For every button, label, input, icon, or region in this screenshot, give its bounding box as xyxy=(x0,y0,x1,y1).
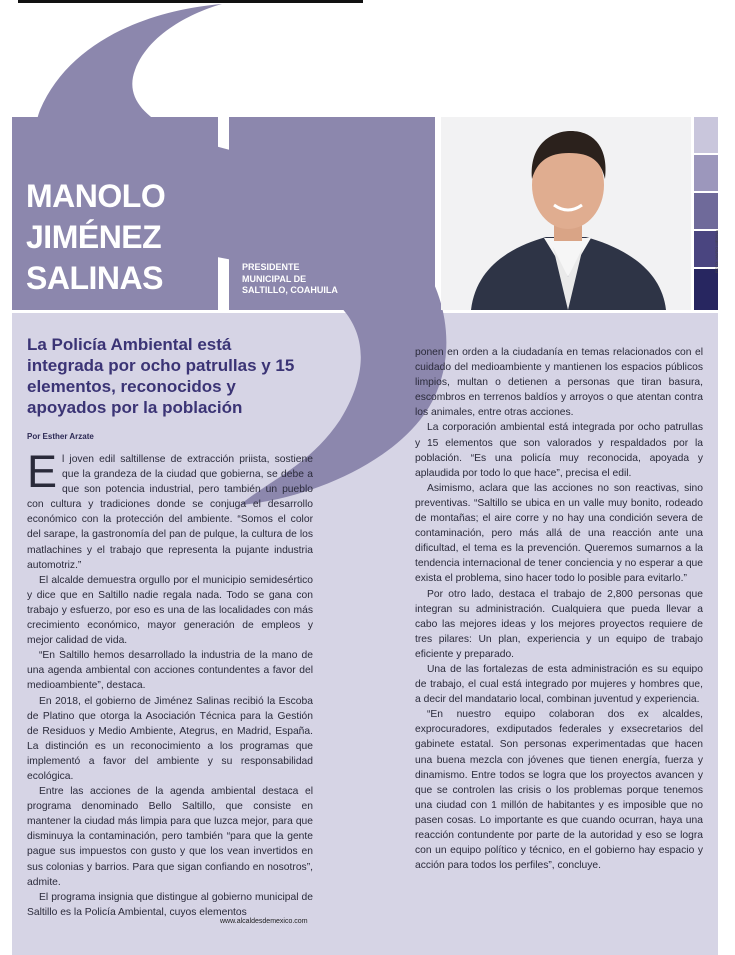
paragraph: En 2018, el gobierno de Jiménez Salinas recibió la Escoba de Platino que otorga la Asociación Técnica para la Gestión de Residuos y Medio Ambiente, Ategrus, en Madrid, España. La distinción es un reconocimiento a los programas que implementó a favor del ambiente y su responsabilidad ecológica. xyxy=(27,695,313,782)
article-headline: La Policía Ambiental está integrada por ocho patrullas y 15 elementos, reconocidos y apoyados por la población xyxy=(27,335,295,417)
drop-cap: E xyxy=(27,446,58,497)
paragraph: Por otro lado, destaca el trabajo de 2,800 personas que integran su administración. Cualquiera que pueda llevar a cabo las mejores ideas y los mejores proyectos requiere de tres pilares: Un plan, experiencia y un equipo de trabajo eficiente y preparado. xyxy=(415,588,703,660)
article-column-2 xyxy=(415,345,703,873)
role-line: PRESIDENTE xyxy=(242,262,300,272)
color-swatch xyxy=(694,155,718,191)
paragraph: ponen en orden a la ciudadanía en temas relacionados con el cuidado del medioambiente y mantienen los espacios públicos limpios, multan o detienen a personas que tiran basura, escombros en terrenos baldíos y arroyos o que atentan contra los animales, entre otras acciones. xyxy=(415,347,703,419)
color-swatch xyxy=(694,269,718,310)
role-line: SALTILLO, COAHUILA xyxy=(242,285,338,295)
paragraph: El alcalde demuestra orgullo por el municipio semidesértico y dice que en Saltillo nadie regala nada. Todo se gana con trabajo y esfuerzo, por eso es una de las localidades con más crecimiento económico, mayor generación de empleos y mejor calidad de vida. xyxy=(27,574,313,647)
paragraph: La corporación ambiental está integrada por ocho patrullas y 15 elementos que son valorados y respaldados por la población. “Es una policía muy reconocida, apoyada y aplaudida por todo lo que hace”, precisa el edil. xyxy=(415,422,703,479)
photo-credit: FOTO: MARIO MEDINA xyxy=(714,230,719,274)
paragraph: Entre las acciones de la agenda ambiental destaca el programa denominado Bello Saltillo, que consiste en mantener la ciudad más limpia para que luzca mejor, para que disminuya la contaminación, pero también “para que la gente pague sus impuestos con gusto y que los vean invertidos en sus colonias y barrios. Para que sigan confiando en nosotros”, admite. xyxy=(27,786,313,888)
name-line: JIMÉNEZ xyxy=(26,219,162,255)
paragraph: Una de las fortalezas de esta administración es su equipo de trabajo, el cual está integrado por mujeres y hombres que, a decir del mandatario local, combinan juventud y experiencia. xyxy=(415,663,703,706)
paragraph: El joven edil saltillense de extracción priista, sostiene que la grandeza de la ciudad que gobierna, se debe a que son potencia industrial, pero también un pueblo con cultura y tradiciones donde se conjuga el desarrollo económico con la protección del ambiente. “Somos el color del sarape, la gastronomía del pan de pulque, la cultura de los matlachines y el trabajo que representa la pujante industria automotriz.” xyxy=(27,446,313,571)
color-swatch xyxy=(694,117,718,153)
person-role xyxy=(242,262,338,297)
paragraph: “En nuestro equipo colaboran dos ex alcaldes, exprocuradores, exdiputados federales y exsecretarios del gabinete estatal. Son personas experimentadas que hacen una buena mezcla con jóvenes que tienen energía, fuerza y dinamismo. Entre todos se logra que los proyectos avancen y que se controlen las crisis o los problemas porque tenemos una ciudad con 1 millón de habitantes y es imposible que no pasen cosas. Lo importante es que cuando ocurran, haya una reacción contundente por parte de la autoridad y eso se logra con un equipo político y técnico, en el gobierno hay espacio y acción para todos los perfiles”, concluye. xyxy=(415,709,703,872)
person-name xyxy=(26,176,165,299)
role-line: MUNICIPAL DE xyxy=(242,273,307,284)
name-line: SALINAS xyxy=(26,260,163,296)
paragraph: “En Saltillo hemos desarrollado la industria de la mano de una agenda ambiental con acciones contundentes a favor del medioambiente”, destaca. xyxy=(27,650,313,692)
portrait-photo xyxy=(441,117,691,310)
paragraph: El programa insignia que distingue al gobierno municipal de Saltillo es la Policía Ambiental, cuyos elementos xyxy=(27,891,313,918)
article-column-1 xyxy=(27,446,313,920)
color-swatch xyxy=(694,193,718,229)
name-line: MANOLO xyxy=(26,178,166,214)
paragraph: Asimismo, aclara que las acciones no son reactivas, sino preventivas. “Saltillo se ubica en un valle muy bonito, rodeado de montañas; el aire corre y no hay una condición severa de contaminación, pero más allá de una reacción ante una dificultad, el tema es la prevención. Queremos sumarnos a la tendencia internacional de tener conciencia y no esperar a que exista el problema, sino hacer todo lo posible para evitarlo.” xyxy=(415,482,703,585)
article-byline: Por Esther Arzate xyxy=(27,432,94,441)
footer-url[interactable]: www.alcaldesdemexico.com xyxy=(220,918,308,925)
